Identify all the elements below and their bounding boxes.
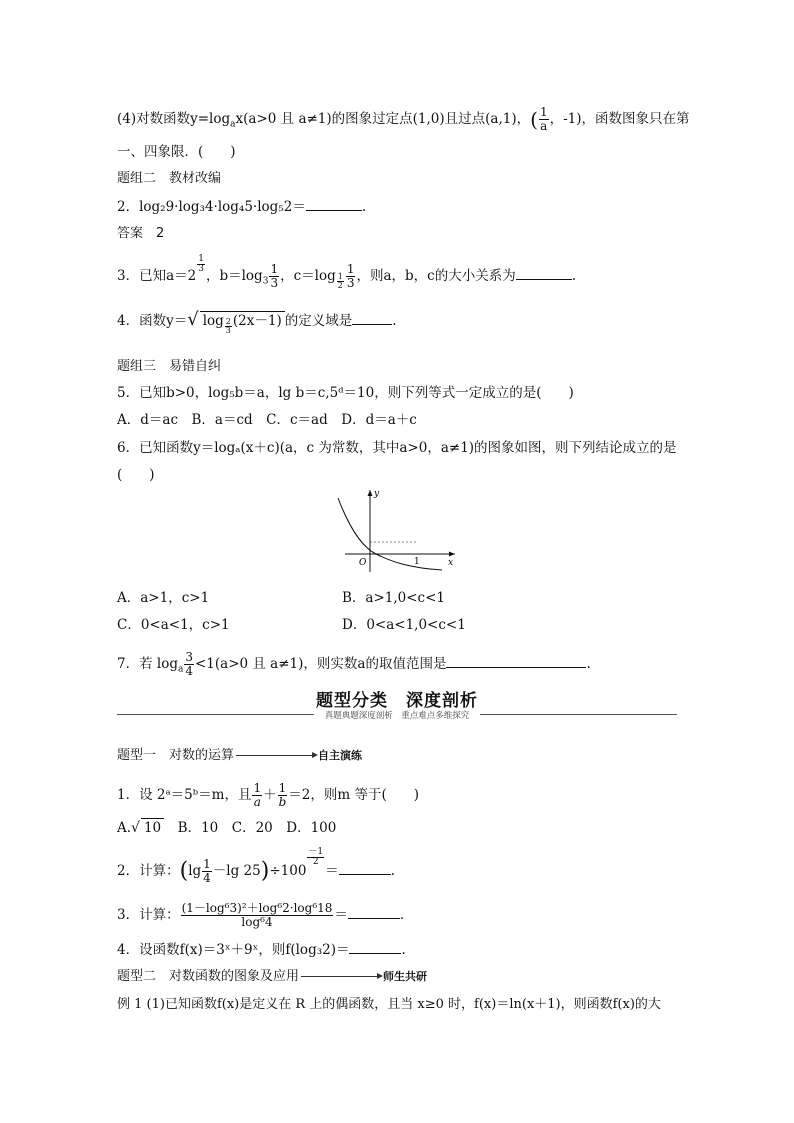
p4-sqrt: log $_{\frac{2}{3}}$ (2x－1) xyxy=(200,311,285,336)
p4-blank[interactable] xyxy=(352,312,392,325)
t3-line: 3．计算： $\frac{\text{(1－log⁶3)²＋log⁶2·log⁶18}}{\text{log⁶4}}$ ＝ . xyxy=(117,901,405,929)
y-axis-arrow xyxy=(368,490,373,496)
p6-text: 6．已知函数y＝logₐ(x＋c)(a，c 为常数，其中a>0，a≠1)的图象如图，则下列结论成立的是 xyxy=(117,440,677,456)
t3-lead: 3．计算： xyxy=(117,907,180,923)
p3-lead: 3．已知a＝2 xyxy=(117,268,197,284)
section-banner-title: 题型分类 深度剖析 xyxy=(316,691,478,711)
ex1-text: 例 1 (1)已知函数f(x)是定义在 R 上的偶函数，且当 x≥0 时，f(x)＝ln(x＋1)，则函数f(x)的大 xyxy=(117,997,661,1012)
p5-options: A．d＝ac B．a＝cd C．c＝ad D．d＝a＋c xyxy=(117,412,417,428)
t1-sqrt: 10 xyxy=(141,818,164,837)
group2-title: 题组二 教材改编 xyxy=(117,171,222,186)
t1-lead: 1．设 2ᵃ＝5ᵇ＝m，且 xyxy=(117,787,252,803)
p3-exponent: $\frac{1}{3}$ xyxy=(198,254,204,274)
p4-lead: 4．函数y＝ xyxy=(117,313,188,329)
t2-line: 2．计算：(lg $\frac{1}{4}$ －lg 25)÷100 $\frac{-1}{2}$ ＝ . xyxy=(117,847,395,885)
p6-line2: ( ) xyxy=(117,467,155,483)
p3-line: 3．已知a＝2 $\frac{1}{3}$ ，$b=\log_3$ $\frac{1}{3}$ ，c＝log $_{\frac{1}{2}}$ $\frac{1}{3}$ ，则a，b，c的大小关系为 . xyxy=(117,254,577,290)
t3-blank[interactable] xyxy=(348,906,400,919)
p2-blank[interactable] xyxy=(306,198,362,211)
t2-lead: 2．计算： xyxy=(117,863,180,879)
t1-line: 1．设 2ᵃ＝5ᵇ＝m，且 $\frac{1}{a}$ ＋ $\frac{1}{b}$ ＝2，则m 等于( ) xyxy=(117,781,420,809)
p5-text: 5．已知b>0，log₅b＝a，lg b＝c,5ᵈ＝10，则下列等式一定成立的是( ) xyxy=(117,385,574,401)
t4-text: 4．设函数f(x)＝3ˣ＋9ˣ，则f(log₃2)＝ xyxy=(117,942,350,958)
t4-blank[interactable] xyxy=(349,941,401,954)
group3-title: 题组三 易错自纠 xyxy=(117,359,222,374)
p2-text: 2．log₂9·log₃4·log₄5·log₅2＝ xyxy=(117,199,306,215)
p3-c-fraction: $\frac{1}{3}$ xyxy=(346,262,355,290)
p7-blank[interactable] xyxy=(446,655,586,668)
type2-title-row xyxy=(117,968,427,986)
t3-fraction: $\frac{\text{(1－log⁶3)²＋log⁶2·log⁶18}}{\text{log⁶4}}$ xyxy=(181,901,333,929)
t2-blank[interactable] xyxy=(339,862,391,875)
origin-label: O xyxy=(359,558,367,568)
q4-line1: (4)对数函数$y=\log_ax(a>0$ 且 a≠1)的图象过定点(1,0)且过点(a,1)，( $\frac{1}{a}$ ，-1)，函数图象只在第 xyxy=(117,105,690,133)
p2-line: 2．log₂9·log₃4·log₄5·log₅2＝ . xyxy=(117,199,367,215)
q4-line2: 一、四象限．( ) xyxy=(117,144,236,160)
type2-arrow-icon xyxy=(301,976,381,977)
p6-option-d[interactable]: D．0<a<1,0<c<1 xyxy=(342,617,466,633)
p4-line: 4．函数y＝√ log $_{\frac{2}{3}}$ (2x－1) 的定义域是 . xyxy=(117,309,397,335)
t1-options: A.√ 10 B．10 C．20 D．100 xyxy=(117,820,337,836)
log-curve xyxy=(338,498,442,570)
p3-b-fraction: $\frac{1}{3}$ xyxy=(270,262,279,290)
type1-title: 题型一 对数的运算 xyxy=(117,748,235,763)
p6-graph xyxy=(330,484,460,574)
p6-option-c[interactable]: C．0<a<1，c>1 xyxy=(117,617,230,633)
answer-label: 答案 2 xyxy=(117,226,165,241)
type1-tag: 自主演练 xyxy=(318,749,363,762)
t4-line: 4．设函数f(x)＝3ˣ＋9ˣ，则f(log₃2)＝ . xyxy=(117,942,406,958)
type1-title-row xyxy=(117,747,362,765)
p7-line: 7．若 $\log_a$ $\frac{3}{4}$ <1(a>0 且 a≠1)，则实数a的取值范围是 . xyxy=(117,650,591,678)
type2-title: 题型二 对数函数的图象及应用 xyxy=(117,969,300,984)
type1-arrow-icon xyxy=(236,755,316,756)
p6-option-b[interactable]: B．a>1,0<c<1 xyxy=(342,590,446,606)
section-banner-subtitle: 真题典题深度剖析 重点难点多维探究 xyxy=(324,711,470,721)
x-label: x xyxy=(448,558,454,568)
p3-c-base: 1 2 xyxy=(337,271,343,290)
type2-tag: 师生共研 xyxy=(383,970,428,983)
q4-prefix: (4)对数函数y=log xyxy=(117,111,231,127)
q4-tail: ，-1)，函数图象只在第 xyxy=(549,111,690,127)
q4-sub: a xyxy=(230,119,236,130)
x-axis-arrow xyxy=(449,552,455,557)
tick-one: 1 xyxy=(414,557,420,567)
y-label: y xyxy=(374,489,380,499)
p6-option-a[interactable]: A．a>1，c>1 xyxy=(117,590,210,606)
q4-mid: x(a>0 且 a≠1)的图象过定点(1,0)且过点(a,1)， xyxy=(235,111,531,127)
p7-fraction: $\frac{3}{4}$ xyxy=(185,650,193,678)
q4-fraction: $\frac{1}{a}$ xyxy=(539,105,548,133)
p3-blank[interactable] xyxy=(516,267,572,280)
p7-lead: 7．若 log xyxy=(117,656,178,672)
